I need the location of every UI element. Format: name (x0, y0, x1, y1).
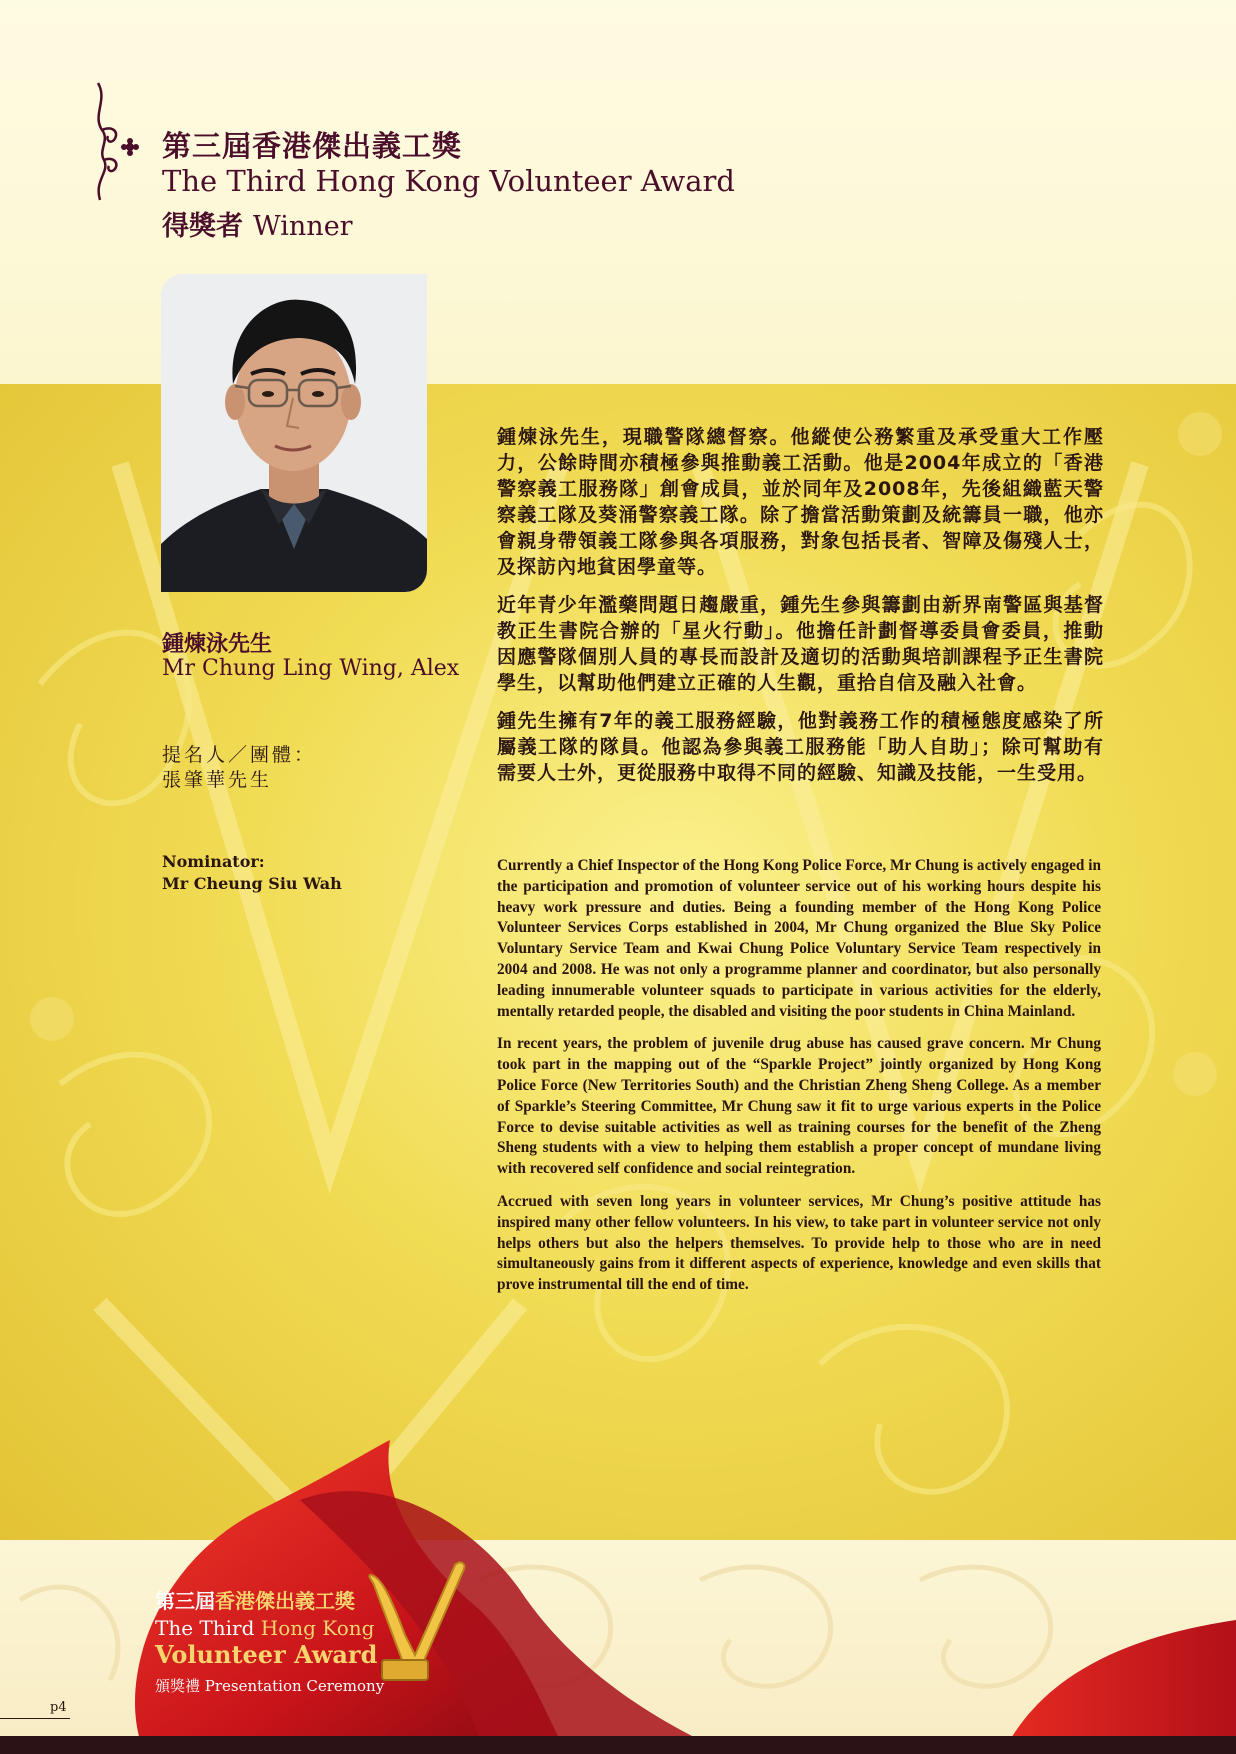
award-logo (155, 1585, 455, 1696)
logo-title-english (155, 1616, 455, 1640)
flourish-ornament-icon (90, 80, 140, 205)
nominator-label-chinese: 提名人／團體： (162, 744, 317, 766)
title-chinese: 第三屆香港傑出義工獎 (162, 129, 463, 163)
logo-ceremony: 頒獎禮 Presentation Ceremony (155, 1677, 385, 1695)
chinese-body (497, 424, 1104, 798)
winner-label-chinese: 得獎者 (162, 211, 243, 242)
logo-text: 第三屆 (155, 1589, 215, 1613)
paragraph-en: In recent years, the problem of juvenile drug abuse has caused grave concern. Mr Chung took part in the mapping out of the “Sparkle Project” jointly organized by Hong Kong Police Force (New Territories South) and the Christian Zheng Sheng College. As a member of Sparkle’s Steering Committee, Mr Chung saw it fit to urge various experts in the Police Force to devise suitable activities as well as training courses for the benefit of the Zheng Sheng students with a view to helping them establish a proper concept of mundane living with recovered self confidence and social reintegration. (497, 1035, 1101, 1178)
nominator-name-english: Mr Cheung Siu Wah (162, 874, 342, 893)
nominator-name-chinese: 張肇華先生 (162, 769, 273, 791)
paragraph-zh: 鍾先生擁有7年的義工服務經驗，他對義務工作的積極態度感染了所屬義工隊的隊員。他認為參與義工服務能「助人自助」；除可幫助有需要人士外，更從服務中取得不同的經驗、知識及技能，一生受用。 (497, 710, 1104, 784)
paragraph-en: Accrued with seven long years in volunteer services, Mr Chung’s positive attitude has inspired many other fellow volunteers. In his view, to take part in volunteer service not only helps others but also the helpers themselves. To provide help to those who are in need simultaneously gains from it different aspects of experience, knowledge and even skills that prove instrumental till the end of time. (497, 1192, 1101, 1294)
portrait-image (161, 274, 427, 592)
nominator-label-english: Nominator: (162, 852, 265, 871)
winner-label-english: Winner (253, 211, 353, 242)
bottom-bar (0, 1736, 1236, 1754)
logo-title-chinese (155, 1585, 455, 1614)
paragraph-en: Currently a Chief Inspector of the Hong Kong Police Force, Mr Chung is actively engaged in the participation and promotion of volunteer service out of his working hours despite his heavy work pressure and duties. Being a founding member of the Hong Kong Police Volunteer Services Corps established in 2004, Mr Chung organized the Blue Sky Police Voluntary Service Team and Kwai Chung Police Voluntary Service Team respectively in 2004 and 2008. He was not only a programme planner and coordinator, but also personally leading innumerable volunteer squads to participate in various activities for the elderly, mentally retarded people, the disabled and visiting the poor students in China Mainland. (497, 857, 1101, 1020)
paragraph-zh: 鍾煉泳先生，現職警隊總督察。他縱使公務繁重及承受重大工作壓力，公餘時間亦積極參與推動義工活動。他是2004年成立的「香港警察義工服務隊」創會成員，並於同年及2008年，先後組織藍天警察義工隊及葵涌警察義工隊。除了擔當活動策劃及統籌員一職，他亦會親身帶領義工隊參與各項服務，對象包括長者、智障及傷殘人士，及探訪內地貧困學童等。 (497, 426, 1104, 578)
title-english: The Third Hong Kong Volunteer Award (162, 164, 735, 198)
page-number-rule (0, 1718, 70, 1719)
logo-volunteer-award: Volunteer Award (155, 1640, 378, 1669)
page-number: p4 (50, 1700, 67, 1715)
winner-heading (162, 204, 353, 243)
logo-text: Hong Kong (260, 1616, 375, 1640)
winner-name-english: Mr Chung Ling Wing, Alex (162, 656, 460, 681)
winner-photo (161, 274, 427, 592)
winner-name-chinese: 鍾煉泳先生 (162, 632, 273, 657)
logo-text: 香港傑出義工獎 (215, 1589, 355, 1613)
paragraph-zh: 近年青少年濫藥問題日趨嚴重，鍾先生參與籌劃由新界南警區與基督教正生書院合辦的「星火行動」。他擔任計劃督導委員會委員，推動因應警隊個別人員的專長而設計及適切的活動與培訓課程予正生書院學生，以幫助他們建立正確的人生觀，重拾自信及融入社會。 (497, 594, 1104, 694)
english-body (497, 856, 1101, 1308)
logo-text: The Third (155, 1616, 261, 1640)
